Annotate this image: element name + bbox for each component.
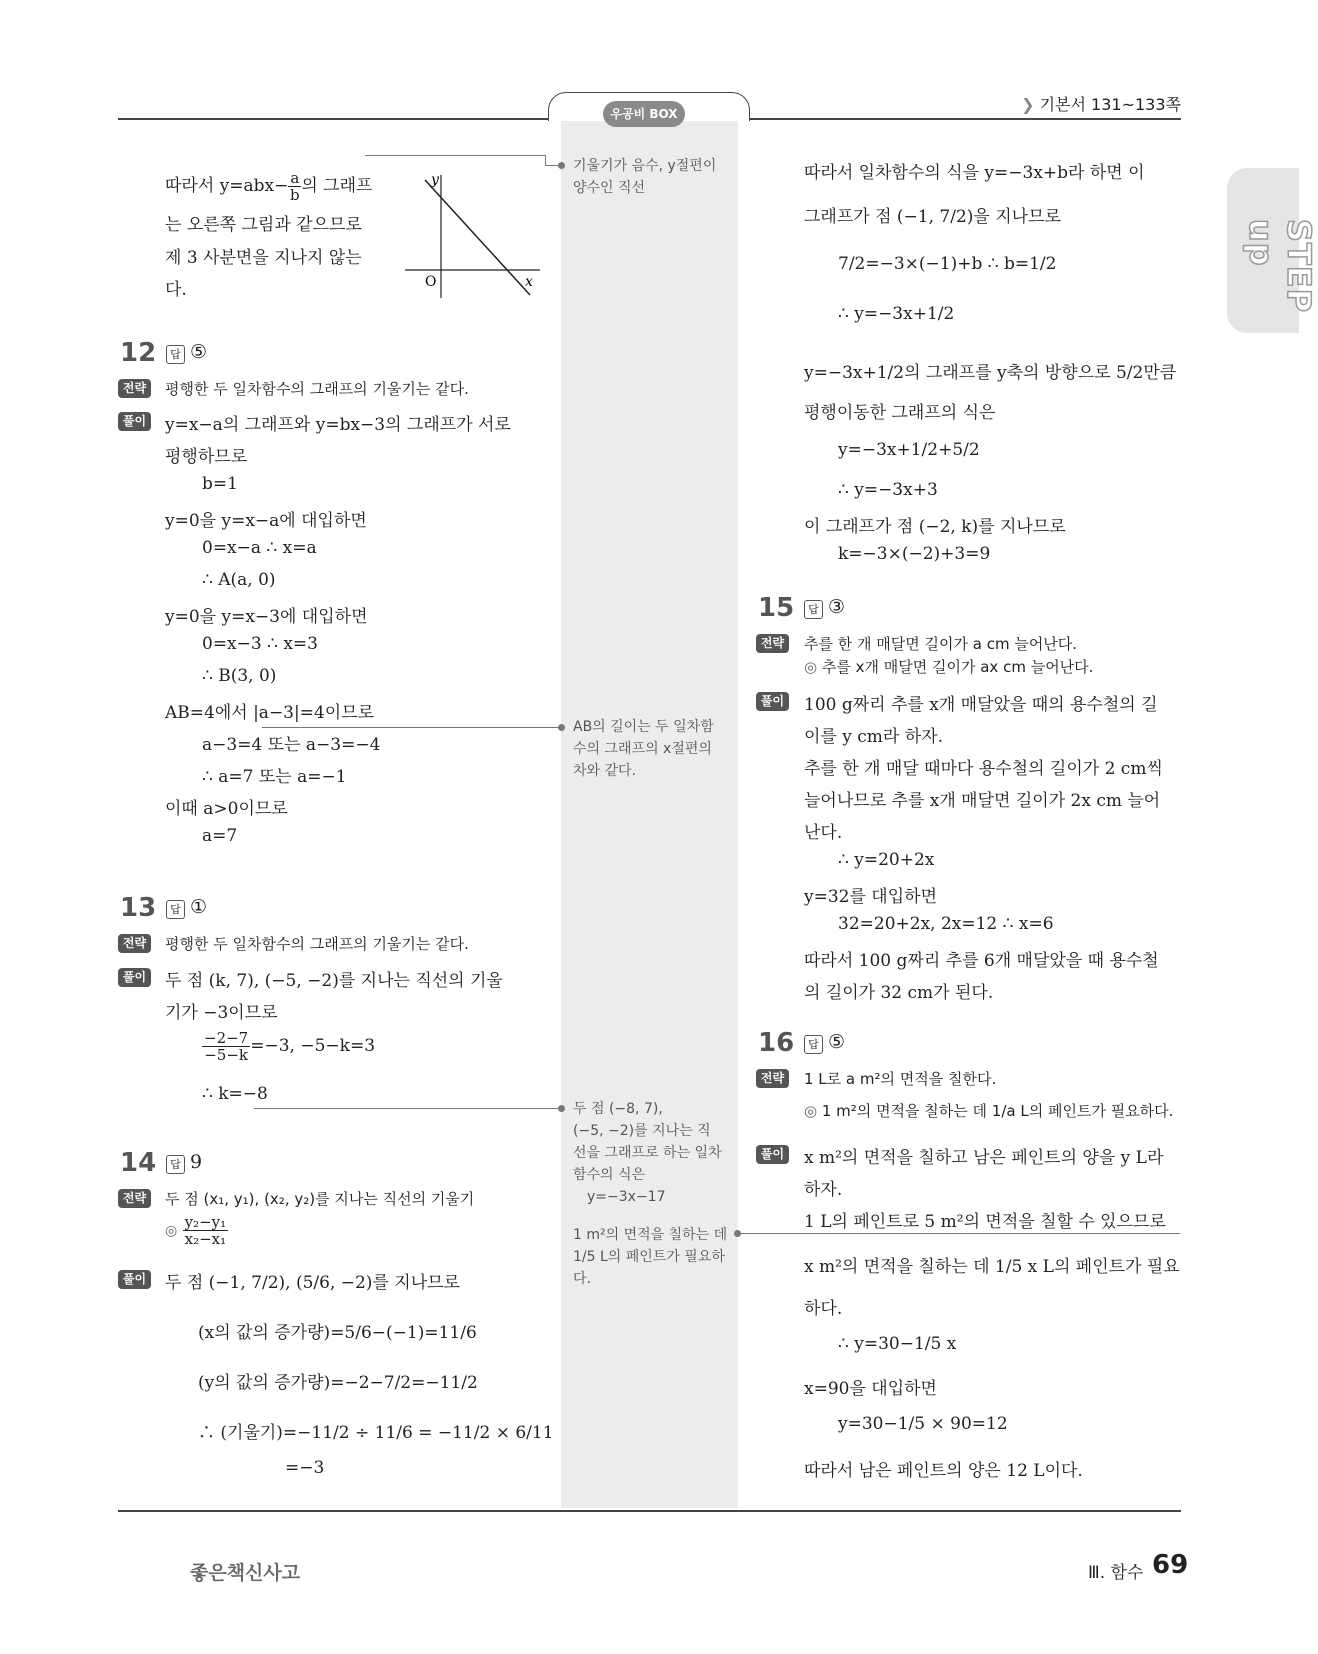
q12-line: ∴ B(3, 0) [202, 666, 277, 686]
leader-line [545, 155, 546, 165]
q15-line: 100 g짜리 추를 x개 매달았을 때의 용수철의 길 [804, 695, 1158, 715]
q13-line: 두 점 (k, 7), (−5, −2)를 지나는 직선의 기울 [165, 971, 503, 991]
q16-line: x m²의 면적을 칠하는 데 1/5 x L의 페인트가 필요 [804, 1257, 1180, 1277]
answer-icon: 답 [166, 900, 185, 919]
check-icon: ◎ [165, 1223, 178, 1239]
q16-strategy: 1 L로 a m²의 면적을 칠한다. [804, 1070, 997, 1088]
q15-line: 이를 y cm라 하자. [804, 727, 943, 747]
leader-line [254, 1108, 560, 1109]
q16-line: ∴ y=30−1/5 x [838, 1334, 957, 1354]
leader-dot [558, 1105, 565, 1112]
y-label: y [431, 172, 439, 188]
q12-strategy: 평행한 두 일차함수의 그래프의 기울기는 같다. [165, 380, 469, 398]
q16-line: x m²의 면적을 칠하고 남은 페인트의 양을 y L라 [804, 1148, 1164, 1168]
solution-badge: 풀이 [756, 692, 789, 711]
q15-line: 의 길이가 32 cm가 된다. [804, 983, 994, 1003]
q12-line: y=0을 y=x−a에 대입하면 [165, 511, 367, 531]
leader-dot [558, 724, 565, 731]
q15-line: 난다. [804, 823, 843, 843]
box-label: 우공비 BOX [603, 101, 685, 127]
q14-number: 14 [120, 1148, 157, 1178]
box-note-4: 1 m²의 면적을 칠하는 데 1/5 L의 페인트가 필요하 다. [573, 1227, 728, 1287]
q12-number: 12 [120, 338, 157, 368]
q13-number: 13 [120, 893, 157, 923]
strategy-badge: 전략 [118, 934, 151, 953]
q12-line: AB=4에서 |a−3|=4이므로 [165, 703, 375, 723]
answer-icon: 답 [166, 1155, 185, 1174]
check-icon: ◎ [804, 658, 818, 676]
leader-line [262, 727, 560, 728]
q16-line: y=30−1/5 × 90=12 [838, 1414, 1008, 1434]
q15-line: 32=20+2x, 2x=12 ∴ x=6 [838, 914, 1054, 934]
q14-line: (y의 값의 증가량)=−2−7/2=−11/2 [198, 1373, 478, 1393]
q15-number: 15 [758, 593, 795, 623]
q14-line: 두 점 (−1, 7/2), (5/6, −2)를 지나므로 [165, 1273, 460, 1293]
q16-answer: ⑤ [828, 1031, 846, 1053]
q14-answer: 9 [190, 1151, 203, 1173]
q13-equation: $\frac{-2-7}{-5-k}$ =−3, −5−k=3 [204, 1029, 376, 1064]
q12-line: ∴ a=7 또는 a=−1 [202, 767, 347, 787]
q12-line: a=7 [202, 826, 238, 846]
right-line: ∴ y=−3x+3 [838, 480, 938, 500]
answer-icon: 답 [804, 600, 823, 619]
right-line: 그래프가 점 (−1, 7/2)을 지나므로 [804, 207, 1061, 227]
reference-pages: ❯ 기본서 131~133쪽 [1021, 95, 1181, 114]
q13-strategy: 평행한 두 일차함수의 그래프의 기울기는 같다. [165, 935, 469, 953]
chevron-right-icon: ❯ [1021, 95, 1040, 114]
strategy-badge: 전략 [756, 634, 789, 653]
q14-line: =−3 [285, 1458, 325, 1478]
publisher-logo: 좋은책신사고 [190, 1562, 301, 1584]
q16-line: 1 L의 페인트로 5 m²의 면적을 칠할 수 있으므로 [804, 1212, 1166, 1232]
q14-line: ∴ (기울기)=−11/2 ÷ 11/6 = −11/2 × 6/11 [198, 1423, 554, 1443]
q12-line: y=x−a의 그래프와 y=bx−3의 그래프가 서로 [165, 415, 511, 435]
q15-strategy: 추를 한 개 매달면 길이가 a cm 늘어난다. [804, 635, 1078, 653]
answer-icon: 답 [166, 345, 185, 364]
q15-line: ∴ y=20+2x [838, 850, 935, 870]
q13-line: 기가 −3이므로 [165, 1003, 278, 1023]
q12-line: b=1 [202, 474, 238, 494]
q12-answer: ⑤ [190, 341, 208, 363]
q12-line: 0=x−3 ∴ x=3 [202, 634, 318, 654]
leader-line [740, 1233, 1180, 1234]
solution-badge: 풀이 [118, 412, 151, 431]
q16-line: 따라서 남은 페인트의 양은 12 L이다. [804, 1461, 1083, 1481]
q15-line: y=32를 대입하면 [804, 887, 937, 907]
page-number: 69 [1152, 1550, 1189, 1580]
q16-line: x=90을 대입하면 [804, 1379, 937, 1399]
q12-line: y=0을 y=x−3에 대입하면 [165, 607, 368, 627]
box-note-2: AB의 길이는 두 일차함 수의 그래프의 x절편의 차와 같다. [573, 719, 714, 779]
q14-strategy: 두 점 (x₁, y₁), (x₂, y₂)를 지나는 직선의 기울기 [165, 1190, 475, 1208]
right-line: 이 그래프가 점 (−2, k)를 지나므로 [804, 517, 1066, 537]
leader-line [365, 155, 545, 156]
solution-badge: 풀이 [756, 1145, 789, 1164]
answer-icon: 답 [804, 1035, 823, 1054]
q14-line: (x의 값의 증가량)=5/6−(−1)=11/6 [198, 1323, 477, 1343]
q14-slope-formula: ◎ $\frac{\text{y₂−y₁}}{\text{x₂−x₁}}$ [165, 1213, 227, 1248]
origin-label: O [425, 274, 437, 290]
right-line: 평행이동한 그래프의 식은 [804, 403, 996, 423]
q16-number: 16 [758, 1028, 795, 1058]
q16-strategy-2: ◎ 1 m²의 면적을 칠하는 데 1/a L의 페인트가 필요하다. [804, 1102, 1174, 1120]
section-label: Ⅲ. 함수 [1088, 1563, 1144, 1583]
box-column [561, 118, 738, 1508]
q15-line: 따라서 100 g짜리 추를 6개 매달았을 때 용수철 [804, 951, 1159, 971]
q13-answer: ① [190, 896, 208, 918]
q16-line: 하자. [804, 1180, 843, 1200]
q15-strategy-2: ◎ 추를 x개 매달면 길이가 ax cm 늘어난다. [804, 658, 1094, 676]
q13-result: ∴ k=−8 [202, 1084, 268, 1104]
strategy-badge: 전략 [756, 1069, 789, 1088]
right-line: 따라서 일차함수의 식을 y=−3x+b라 하면 이 [804, 163, 1145, 183]
strategy-badge: 전략 [118, 1189, 151, 1208]
solution-badge: 풀이 [118, 968, 151, 987]
q15-answer: ③ [828, 596, 846, 618]
right-line: 7/2=−3×(−1)+b ∴ b=1/2 [838, 254, 1057, 274]
q15-line: 추를 한 개 매달 때마다 용수철의 길이가 2 cm씩 [804, 759, 1163, 779]
q12-line: ∴ A(a, 0) [202, 570, 276, 590]
right-line: y=−3x+1/2의 그래프를 y축의 방향으로 5/2만큼 [804, 363, 1177, 383]
right-line: ∴ y=−3x+1/2 [838, 304, 955, 324]
top-line-3: 제 3 사분면을 지나지 않는 [165, 248, 362, 268]
q12-line: 이때 a>0이므로 [165, 799, 288, 819]
right-line: k=−3×(−2)+3=9 [838, 544, 991, 564]
q12-line: a−3=4 또는 a−3=−4 [202, 735, 381, 755]
q12-line: 0=x−a ∴ x=a [202, 538, 317, 558]
header-rule-right [748, 118, 1181, 120]
top-line-2: 는 오른쪽 그림과 같으므로 [165, 215, 362, 235]
top-line-1: 따라서 y=abx− $\frac{a}{b}$ 의 그래프 [165, 169, 373, 204]
box-note-1: 기울기가 음수, y절편이 양수인 직선 [573, 158, 717, 196]
q15-line: 늘어나므로 추를 x개 매달면 길이가 2x cm 늘어 [804, 791, 1161, 811]
leader-dot [558, 162, 565, 169]
strategy-badge: 전략 [118, 379, 151, 398]
check-icon: ◎ [804, 1102, 818, 1120]
top-line-4: 다. [165, 280, 187, 300]
footer-rule [118, 1510, 1181, 1512]
box-note-3: 두 점 (−8, 7), (−5, −2)를 지나는 직 선을 그래프로 하는 일차 함수의 식은 y=−3x−17 [573, 1101, 722, 1205]
step-up-tab: STEP up [1227, 168, 1299, 333]
header-rule-left [118, 118, 548, 120]
solution-badge: 풀이 [118, 1270, 151, 1289]
q12-line: 평행하므로 [165, 447, 248, 467]
right-line: y=−3x+1/2+5/2 [838, 440, 980, 460]
line-graph [405, 170, 545, 300]
q16-line: 하다. [804, 1299, 843, 1319]
x-label: x [525, 274, 533, 290]
